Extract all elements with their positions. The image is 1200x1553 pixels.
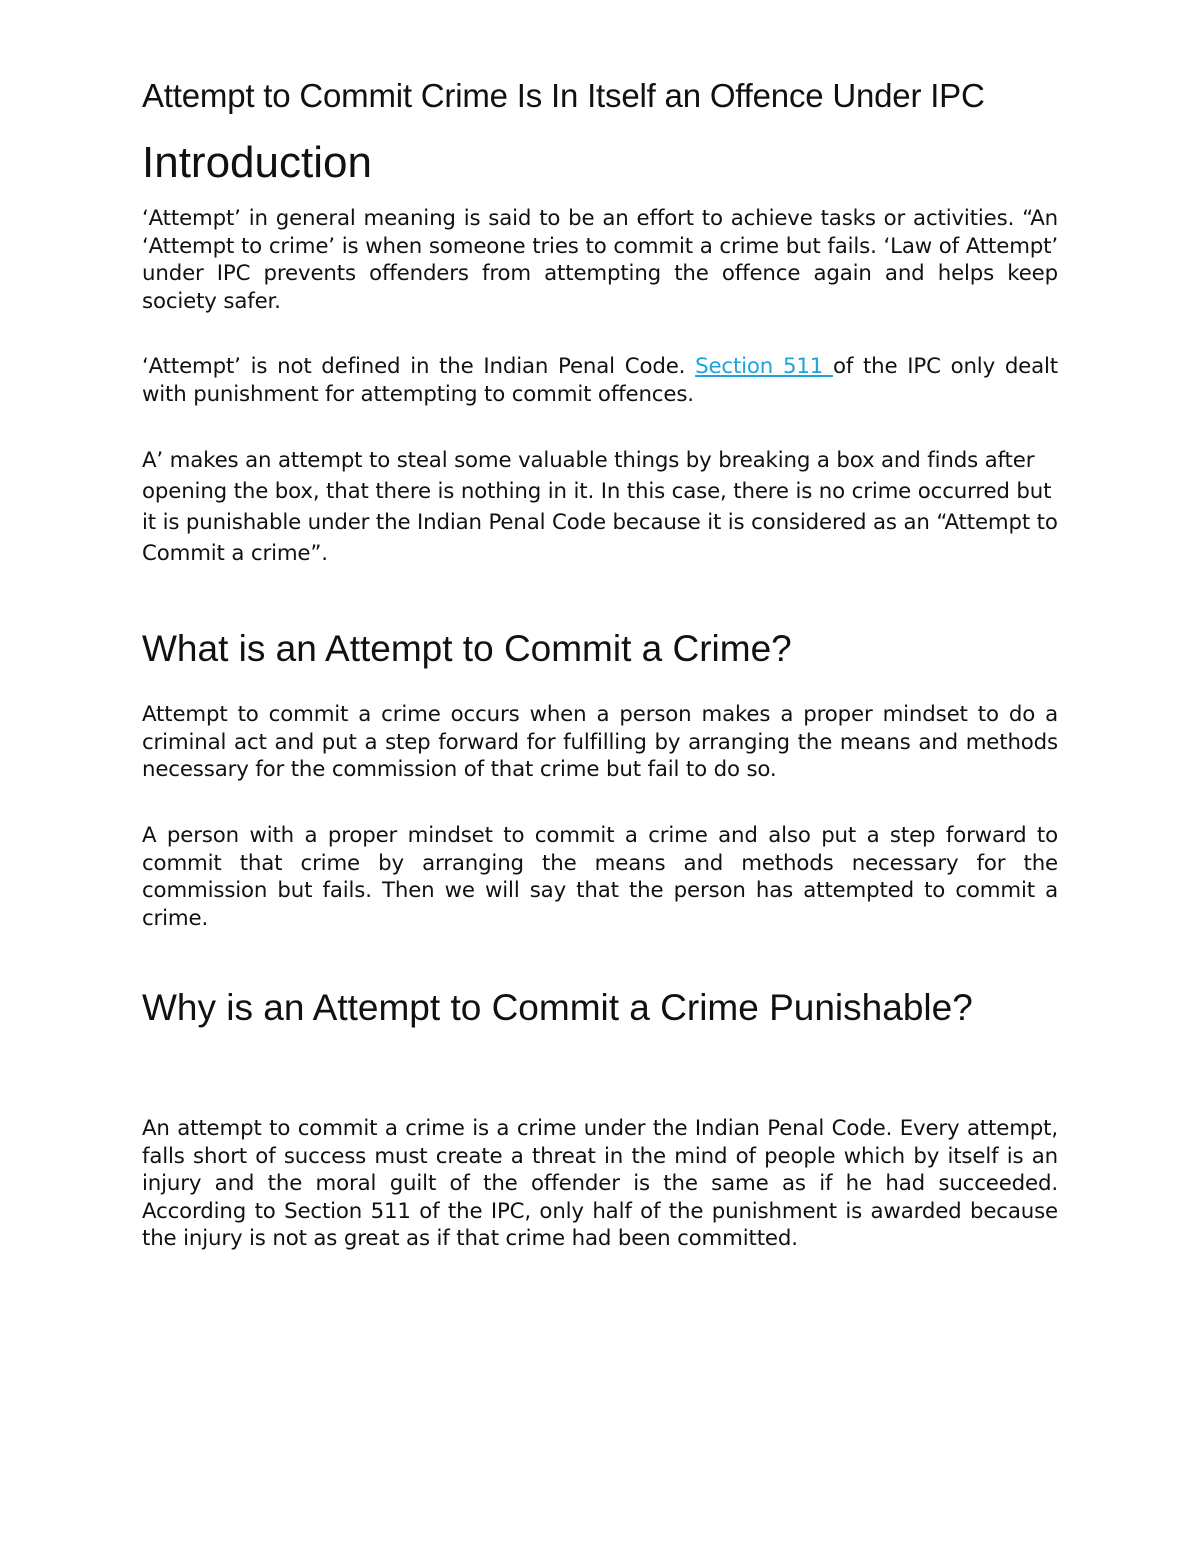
intro-paragraph-2-text-after: of the IPC only dealt with punishment for attempting to commit offences. — [142, 354, 1059, 407]
heading-introduction: Introduction — [142, 138, 372, 187]
document-title: Attempt to Commit Crime Is In Itself an Offence Under IPC — [142, 77, 985, 114]
why-paragraph-1: An attempt to commit a crime is a crime under the Indian Penal Code. Every attempt, falls short of success must create a threat in the mind of people which by itself is an injury and the moral guilt of the offender is the same as if he had succeeded. According to Section 511 of the IPC, only half of the punishment is awarded because the injury is not as great as if that crime had been committed. — [142, 1116, 1058, 1251]
intro-paragraph-2 — [142, 353, 1058, 408]
heading-what-is-attempt: What is an Attempt to Commit a Crime? — [142, 628, 792, 669]
heading-why-punishable: Why is an Attempt to Commit a Crime Punishable? — [142, 987, 973, 1028]
intro-paragraph-2-text-before: ‘Attempt’ is not defined in the Indian Penal Code. — [142, 354, 696, 379]
intro-paragraph-3: A’ makes an attempt to steal some valuable things by breaking a box and finds after opening the box, that there is nothing in it. In this case, there is no crime occurred but it is punishable under the Indian Penal Code because it is considered as an “Attempt to Commit a crime”. — [142, 448, 1058, 566]
what-paragraph-1: Attempt to commit a crime occurs when a person makes a proper mindset to do a criminal act and put a step forward for fulfilling by arranging the means and methods necessary for the commission of that crime but fail to do so. — [142, 702, 1058, 782]
what-paragraph-2: A person with a proper mindset to commit a crime and also put a step forward to commit that crime by arranging the means and methods necessary for the commission but fails. Then we will say that the person has attempted to commit a crime. — [142, 823, 1058, 931]
section-511-link[interactable]: Section 511 — [695, 354, 833, 379]
intro-paragraph-1: ‘Attempt’ in general meaning is said to be an effort to achieve tasks or activities. “An ‘Attempt to crime’ is when someone tries to commit a crime but fails. ‘Law of Attempt’ under IPC prevents offenders from attempting the offence again and helps keep society safer. — [142, 206, 1058, 314]
